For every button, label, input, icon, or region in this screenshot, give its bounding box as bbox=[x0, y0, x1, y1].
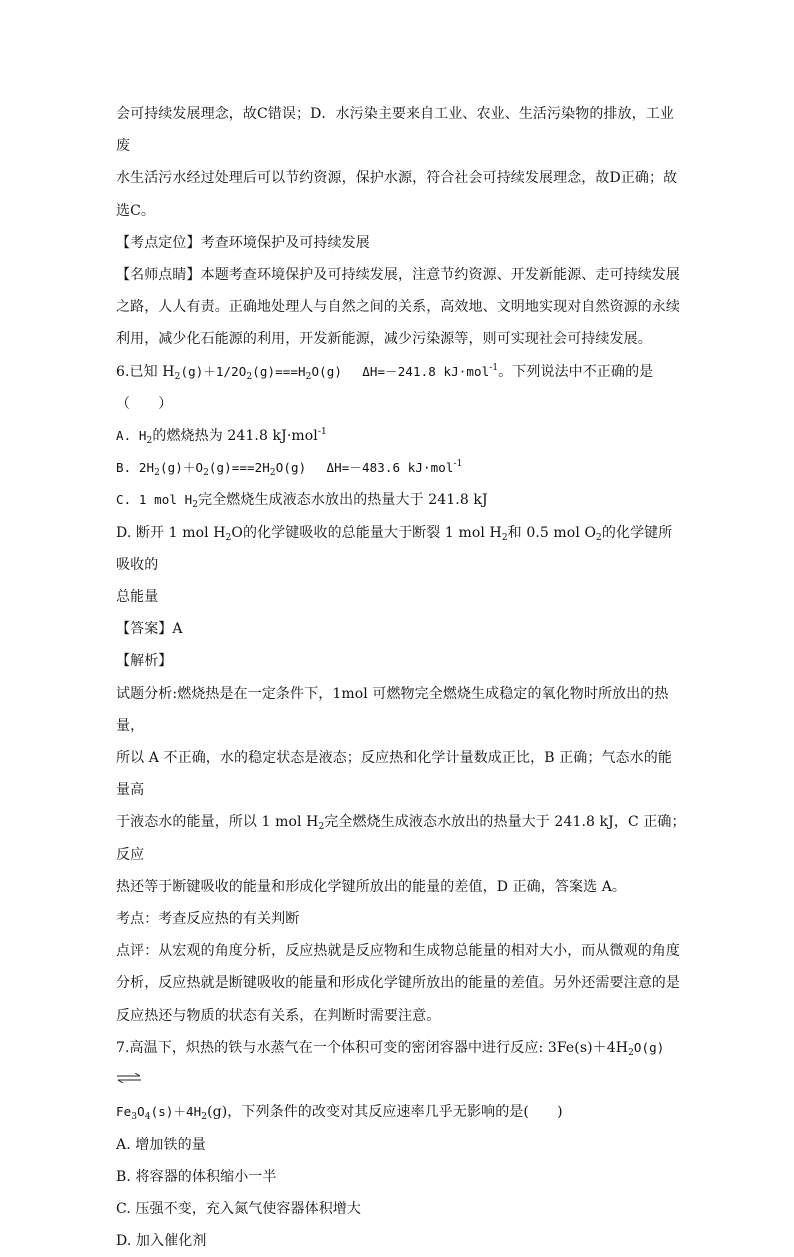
subscript: 3 bbox=[131, 1112, 138, 1123]
analysis-line: 水生活污水经过处理后可以节约资源，保护水源，符合社会可持续发展理念，故D正确；故 bbox=[116, 170, 678, 187]
subscript: 2 bbox=[203, 468, 209, 479]
kaodian-label: 【考点定位】 bbox=[116, 234, 201, 251]
subscript: 2 bbox=[305, 371, 312, 382]
page-content bbox=[116, 98, 686, 1257]
analysis-line: 热还等于断键吸收的能量和形成化学键所放出的能量的差值，D 正确，答案选 A。 bbox=[116, 878, 627, 895]
q7-stem-tail: (g)，下列条件的改变对其反应速率几乎无影响的是( ) bbox=[207, 1104, 563, 1121]
superscript: -1 bbox=[317, 427, 327, 438]
dianping-line: 反应热还与物质的状态有关系，在判断时需要注意。 bbox=[116, 1007, 441, 1024]
q7-option-d: D. 加入催化剂 bbox=[116, 1233, 207, 1250]
subscript: 2 bbox=[628, 1047, 634, 1058]
dianping-line: 分析，反应热就是断键吸收的能量和形成化学键所放出的能量的差值。另外还需要注意的是 bbox=[116, 975, 680, 992]
analysis-text: 完全燃烧生成液态水放出的热量大于 241.8 kJ，C 正确；反应 bbox=[116, 814, 686, 863]
q7-h: (s)＋4H bbox=[150, 1104, 202, 1120]
q7-fe: Fe bbox=[116, 1104, 132, 1120]
q6-option-b bbox=[116, 452, 686, 484]
subscript: 2 bbox=[154, 468, 160, 479]
answer-value: A bbox=[172, 621, 183, 638]
q7-o: O bbox=[137, 1104, 145, 1120]
q6-stem-prefix: 6.已知 H bbox=[116, 363, 175, 380]
subscript: 2 bbox=[174, 371, 181, 382]
mingshi-text: 本题考查环境保护及可持续发展，注意节约资源、开发新能源、走可持续发展 bbox=[200, 267, 681, 284]
q7-stem bbox=[116, 1032, 686, 1096]
subscript: 2 bbox=[318, 822, 325, 833]
analysis-line: 所以 A 不正确，水的稳定状态是液态；反应热和化学计量数成正比，B 正确；气态水的能量高 bbox=[116, 750, 672, 799]
superscript: -1 bbox=[453, 459, 463, 470]
kaodian-text: 考查环境保护及可持续发展 bbox=[200, 234, 370, 251]
q6-eq-tail: (g)===H bbox=[252, 363, 306, 379]
option-b-mid: (g)＋O bbox=[159, 460, 204, 476]
subscript: 2 bbox=[269, 468, 276, 479]
q7-option-a: A. 增加铁的量 bbox=[116, 1136, 206, 1153]
subscript: 2 bbox=[596, 532, 602, 543]
q6-bracket: （ ） bbox=[116, 395, 173, 412]
analysis-line: 会可持续发展理念，故C错误；D．水污染主要来自工业、农业、生活污染物的排放，工业废 bbox=[116, 106, 674, 155]
subscript: 2 bbox=[225, 532, 232, 543]
q6-option-c bbox=[116, 484, 686, 516]
option-c-text: 完全燃烧生成液态水放出的热量大于 241.8 kJ bbox=[198, 492, 488, 509]
subscript: 2 bbox=[201, 1112, 208, 1123]
subscript: 4 bbox=[144, 1112, 151, 1123]
kaodian-line bbox=[116, 227, 686, 259]
q7-option-c: C. 压强不变，充入氮气使容器体积增大 bbox=[116, 1200, 362, 1217]
mingshi-line: 利用，减少化石能源的利用，开发新能源，减少污染源等，则可实现社会可持续发展。 bbox=[116, 331, 652, 348]
q6-eq-mid: (g)＋1/2O bbox=[180, 363, 247, 379]
mingshi-line: 之路，人人有责。正确地处理人与自然之间的关系，高效地、文明地实现对自然资源的永续 bbox=[116, 299, 680, 316]
q6-option-d-cont: 总能量 bbox=[116, 589, 159, 606]
analysis-text: 于液态水的能量，所以 1 mol H bbox=[116, 814, 319, 831]
option-b-prefix: B. 2H bbox=[116, 460, 155, 476]
equilibrium-arrow-icon bbox=[116, 1073, 142, 1083]
q7-option-b: B. 将容器的体积缩小一半 bbox=[116, 1168, 277, 1185]
option-d-prefix: D. 断开 1 mol H bbox=[116, 524, 226, 541]
q7-stem-text: 7.高温下，炽热的铁与水蒸气在一个体积可变的密闭容器中进行反应: 3Fe(s)＋4H bbox=[116, 1039, 629, 1056]
answer-line bbox=[116, 613, 686, 645]
q7-stem-mid: O(g) bbox=[633, 1039, 665, 1055]
option-d-mid2: 和 0.5 mol O bbox=[507, 524, 597, 541]
superscript: -1 bbox=[489, 362, 499, 373]
option-a-prefix: A. H bbox=[116, 428, 147, 444]
q6-eq-end: O(g) ΔH=－241.8 kJ·mol bbox=[311, 363, 490, 379]
analysis-line bbox=[116, 806, 686, 870]
q6-stem bbox=[116, 356, 686, 388]
mingshi-line bbox=[116, 259, 686, 291]
dianping-line: 点评：从宏观的角度分析，反应热就是反应物和生成物总能量的相对大小，而从微观的角度 bbox=[116, 943, 680, 960]
kaodian-line: 考点：考查反应热的有关判断 bbox=[116, 911, 300, 928]
option-b-mid2: (g)===2H bbox=[208, 460, 270, 476]
subscript: 2 bbox=[192, 500, 199, 511]
option-d-end: 的化学键所吸收的 bbox=[116, 524, 673, 573]
mingshi-label: 【名师点睛】 bbox=[116, 267, 201, 284]
subscript: 2 bbox=[146, 436, 153, 447]
subscript: 2 bbox=[246, 371, 253, 382]
q7-stem-cont bbox=[116, 1096, 686, 1128]
option-a-text: 的燃烧热为 241.8 kJ·mol bbox=[152, 428, 318, 445]
q6-option-d bbox=[116, 517, 686, 581]
option-c-prefix: C. 1 mol H bbox=[116, 492, 193, 508]
option-b-end: O(g) ΔH=－483.6 kJ·mol bbox=[275, 460, 454, 476]
answer-label: 【答案】 bbox=[116, 621, 173, 638]
option-d-mid: O的化学键吸收的总能量大于断裂 1 mol H bbox=[231, 524, 502, 541]
q6-option-a bbox=[116, 420, 686, 452]
analysis-line: 选C。 bbox=[116, 202, 156, 219]
analysis-line: 试题分析:燃烧热是在一定条件下，1mol 可燃物完全燃烧生成稳定的氧化物时所放出的热量， bbox=[116, 685, 669, 734]
subscript: 2 bbox=[501, 532, 508, 543]
jiexi-label: 【解析】 bbox=[116, 653, 173, 670]
q6-stem-suffix: 。下列说法中不正确的是 bbox=[498, 363, 654, 380]
